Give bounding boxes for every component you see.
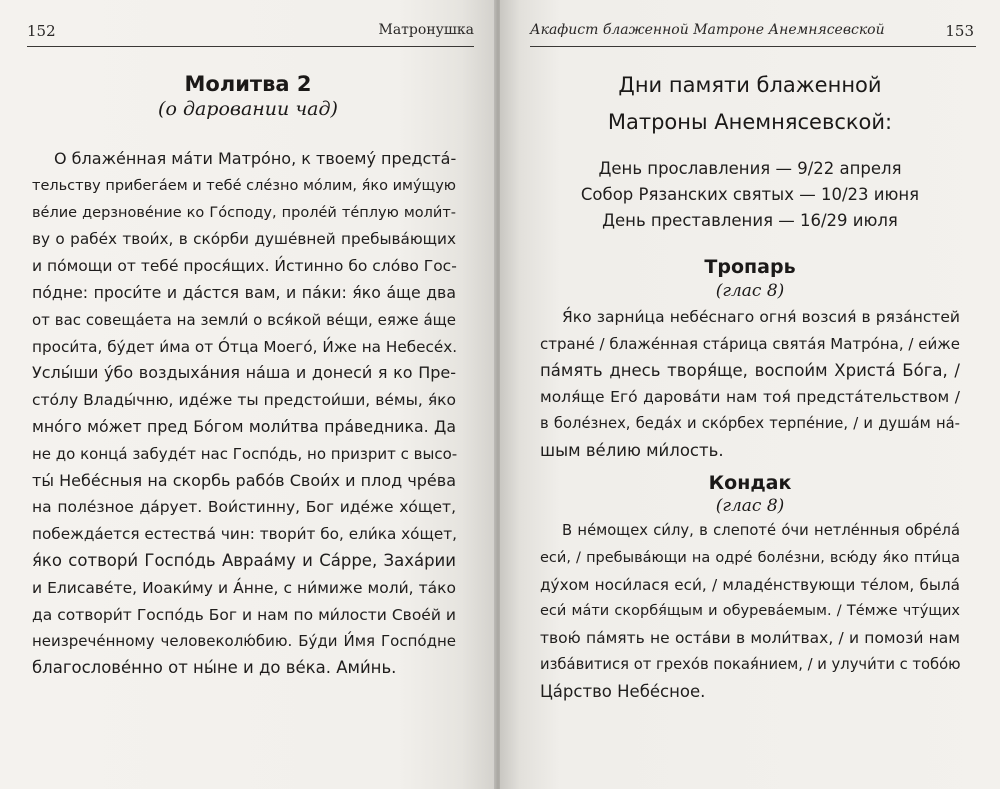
text-line: В не́мощех си́лу, в слепоте́ о́чи нетле́нныя обре́ла́ <box>562 522 960 539</box>
text-line: мно́го мо́жет пред Бо́гом моли́тва пра́ведника. Да <box>32 416 456 436</box>
prayer-text <box>32 146 456 682</box>
text-line: да сотвори́т Госпо́дь Бог и нам по ми́лости Свое́й и <box>32 605 456 624</box>
right-page-number: 153 <box>945 22 974 40</box>
text-line: и по́мощи от тебе́ прося́щих. И́стинно бо сло́во Гос- <box>32 257 457 276</box>
troparion-text <box>540 304 960 465</box>
text-line: стране́ / блаже́нная ста́рица свята́я Матро́на, / еи́же <box>540 334 960 353</box>
kontakion-title: Кондак <box>708 472 792 494</box>
text-line: изба́витися от грехо́в покая́нием, / и улучи́ти с тобо́ю <box>540 655 961 673</box>
left-header-rule <box>27 46 474 47</box>
text-line: ве́лие дерзнове́ние ко Го́споду, проле́й те́плую моли́т- <box>32 204 456 221</box>
text-line: ты́ Небе́сныя на скорбь рабо́в Свои́х и плод чре́ва <box>32 470 456 490</box>
left-page-number: 152 <box>27 22 56 40</box>
left-page <box>0 0 496 789</box>
text-line: моля́ще Его́ дарова́ти нам тоя́ предста́тельством / <box>540 388 960 407</box>
right-header-rule <box>530 46 976 47</box>
text-line: и Елисаве́те, Иоаки́му и А́нне, с ни́миже моли́, та́ко <box>32 578 456 597</box>
memory-day-item: День преставления — 16/29 июля <box>602 211 898 230</box>
prayer-subtitle: (о даровании чад) <box>158 98 338 120</box>
kontakion-text <box>540 518 960 706</box>
text-line: па́мять днесь творя́ще, воспои́м Христа́ Бо́га, / <box>540 360 960 380</box>
right-running-head: Акафист блаженной Матроне Анемнясевской <box>530 22 885 38</box>
right-page <box>500 0 1000 789</box>
text-line: Услы́ши у́бо воздыха́ния на́ша и донеси́ я ко Пре- <box>32 363 456 383</box>
text-line: на поле́зное да́рует. Вои́стинну, Бог иде́же хо́щет, <box>32 498 456 517</box>
text-line: тельству прибега́ем и тебе́ сле́зно мо́лим, я́ко иму́щую <box>32 177 456 194</box>
memory-day-item: Собор Рязанских святых — 10/23 июня <box>580 185 920 204</box>
text-line: по́дне: проси́те и да́стся вам, и па́ки: я́ко а́ще два <box>32 282 456 302</box>
text-line: от вас совеща́ета на земли́ о вся́кой ве́щи, еяже а́ще <box>32 310 456 329</box>
text-line: О блаже́нная ма́ти Матро́но, к твоему́ предста́- <box>54 149 457 168</box>
text-line: Я́ко зарни́ца небе́снаго огня́ возсия́ в ряза́нстей <box>562 308 960 326</box>
text-line: сто́лу Влады́чню, иде́же ты предстои́ши, ве́мы, я́ко <box>32 391 456 410</box>
memory-day-item: День прославления — 9/22 апреля <box>598 159 902 178</box>
text-line: проси́та, бу́дет и́ма от О́тца Моего́, И́же на Небесе́х. <box>32 337 458 356</box>
text-line: ду́хом носи́лася еси́, / младе́нствующи те́лом, была́ <box>540 575 960 594</box>
memory-title-line1: Дни памяти блаженной <box>618 73 882 97</box>
memory-days <box>500 156 1000 234</box>
kontakion-tone: (глас 8) <box>715 496 785 516</box>
prayer-title: Молитва 2 <box>184 72 312 96</box>
troparion-title: Тропарь <box>704 256 796 278</box>
text-line: еси́, / пребыва́ющи на одре́ боле́зни, всю́ду я́ко пти́ца <box>540 549 960 566</box>
text-line: в боле́знех, беда́х и ско́рбех терпе́ние, / и душа́м на́- <box>540 415 960 433</box>
memory-title-line2: Матроны Анемнясевской: <box>607 110 893 134</box>
text-line: твою́ па́мять не оста́ви в моли́твах, / и помози́ нам <box>540 629 960 648</box>
text-line: еси́ ма́ти скорбя́щым и обурева́емым. / Те́мже чту́щих <box>540 603 960 620</box>
text-line: неизрече́нному человеколю́бию. Бу́ди И́мя Госпо́дне <box>32 632 456 651</box>
text-line: шым ве́лию ми́лость. <box>540 440 724 460</box>
text-line: благослове́нно от ны́не и до ве́ка. Ами́нь. <box>32 658 397 678</box>
text-line: Ца́рство Небе́сное. <box>540 681 706 701</box>
text-line: ву о рабе́х твои́х, в ско́рби душе́вней пребыва́ющих <box>32 230 456 249</box>
text-line: побежда́ется естества́ чин: твори́т бо, ели́ка хо́щет, <box>32 525 457 544</box>
text-line: я́ко сотвори́ Госпо́дь Авраа́му и Са́рре, Заха́рии <box>32 550 456 570</box>
text-line: не до конца́ забуде́т нас Госпо́дь, но призрит с высо- <box>32 444 458 463</box>
troparion-tone: (глас 8) <box>715 281 785 301</box>
left-running-head: Матронушка <box>378 22 474 38</box>
